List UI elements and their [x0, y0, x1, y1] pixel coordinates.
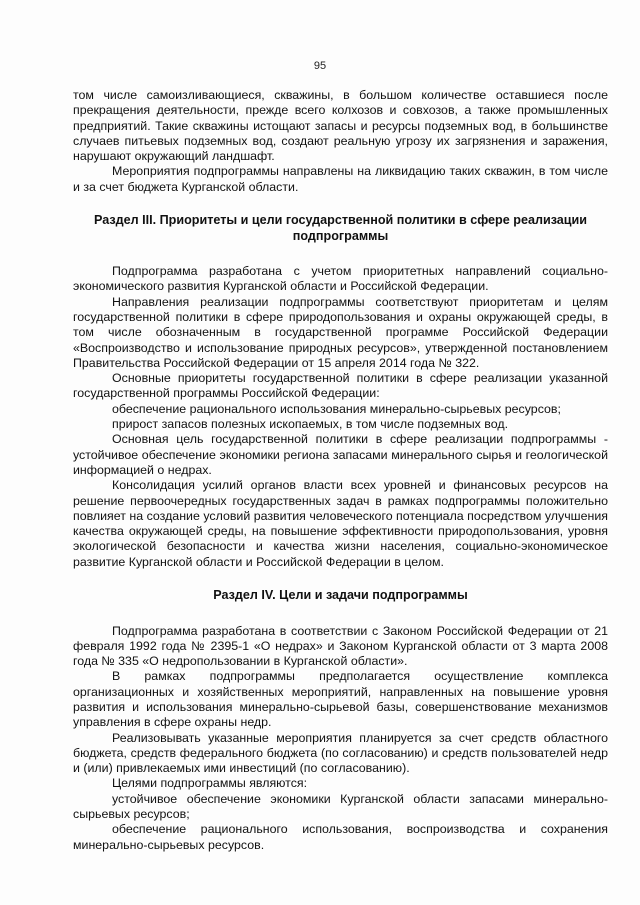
- section-4-paragraph-5: устойчивое обеспечение экономики Курганской области запасами минерально-сырьевых ресурсов;: [73, 791, 608, 822]
- intro-paragraph-1: том числе самоизливающиеся, скважины, в большом количестве оставшиеся после прекращения деятельности, прежде всего колхозов и совхозов, а также промышленных предприятий. Такие скважины истощают запасы и ресурсы подземных вод, в большинстве случаев питьевых подземных вод, создают реальную угрозу их загрязнения и заражения, нарушают окружающий ландшафт.: [73, 88, 608, 164]
- section-4-paragraph-4: Целями подпрограммы являются:: [112, 776, 308, 791]
- intro-paragraph-2: Мероприятия подпрограммы направлены на ликвидацию таких скважин, в том числе и за счет бюджета Курганской области.: [73, 164, 608, 194]
- section-4-title: Раздел IV. Цели и задачи подпрограммы: [213, 588, 468, 603]
- section-3-paragraph-5: прирост запасов полезных ископаемых, в том числе подземных вод.: [112, 417, 509, 432]
- section-4-paragraph-1: Подпрограмма разработана в соответствии с Законом Российской Федерации от 21 февраля 1992 года № 2395-1 «О недрах» и Законом Курганской области от 3 марта 2008 года № 335 «О недропользовании в Курганской области».: [73, 623, 608, 669]
- section-3-paragraph-3: Основные приоритеты государственной политики в сфере реализации указанной государственной программы Российской Федерации:: [73, 371, 608, 401]
- section-3-paragraph-6: Основная цель государственной политики в сфере реализации подпрограммы - устойчивое обеспечение экономики региона запасами минерального сырья и геологической информацией о недрах.: [73, 432, 608, 477]
- section-4-paragraph-6: обеспечение рационального использования, воспроизводства и сохранения минерально-сырьевых ресурсов.: [73, 822, 608, 852]
- page-content: [73, 88, 608, 853]
- page-number: 95: [313, 60, 327, 72]
- section-4-paragraph-2: В рамках подпрограммы предполагается осуществление комплекса организационных и хозяйственных мероприятий, направленных на повышение уровня развития и использования минерально-сырьевой базы, совершенствование механизмов управления в сфере охраны недр.: [73, 669, 608, 730]
- section-3-paragraph-4: обеспечение рационального использования минерально-сырьевых ресурсов;: [112, 401, 561, 416]
- section-4-paragraph-3: Реализовывать указанные мероприятия планируется за счет средств областного бюджета, средств федерального бюджета (по согласованию) и средств пользователей недр и (или) привлекаемых ими инвестиций (по согласованию).: [73, 730, 608, 776]
- section-3-paragraph-7: Консолидация усилий органов власти всех уровней и финансовых ресурсов на решение первоочередных государственных задач в рамках подпрограммы положительно повлияет на создание условий развития человеческого потенциала посредством улучшения качества окружающей среды, на повышение эффективности природопользования, уровня экологической безопасности и качества жизни населения, социально-экономическое развитие Курганской области и Российской Федерации в целом.: [73, 478, 608, 569]
- section-3-title: Раздел III. Приоритеты и цели государственной политики в сфере реализации подпрограммы: [93, 213, 588, 243]
- section-3-paragraph-1: Подпрограмма разработана с учетом приоритетных направлений социально-экономического развития Курганской области и Российской Федерации.: [73, 264, 608, 294]
- section-3-paragraph-2: Направления реализации подпрограммы соответствуют приоритетам и целям государственной политики в сфере природопользования и охраны окружающей среды, в том числе обозначенным в государственной программе Российской Федерации «Воспроизводство и использование природных ресурсов», утвержденной постановлением Правительства Российской Федерации от 15 апреля 2014 года № 322.: [73, 294, 608, 370]
